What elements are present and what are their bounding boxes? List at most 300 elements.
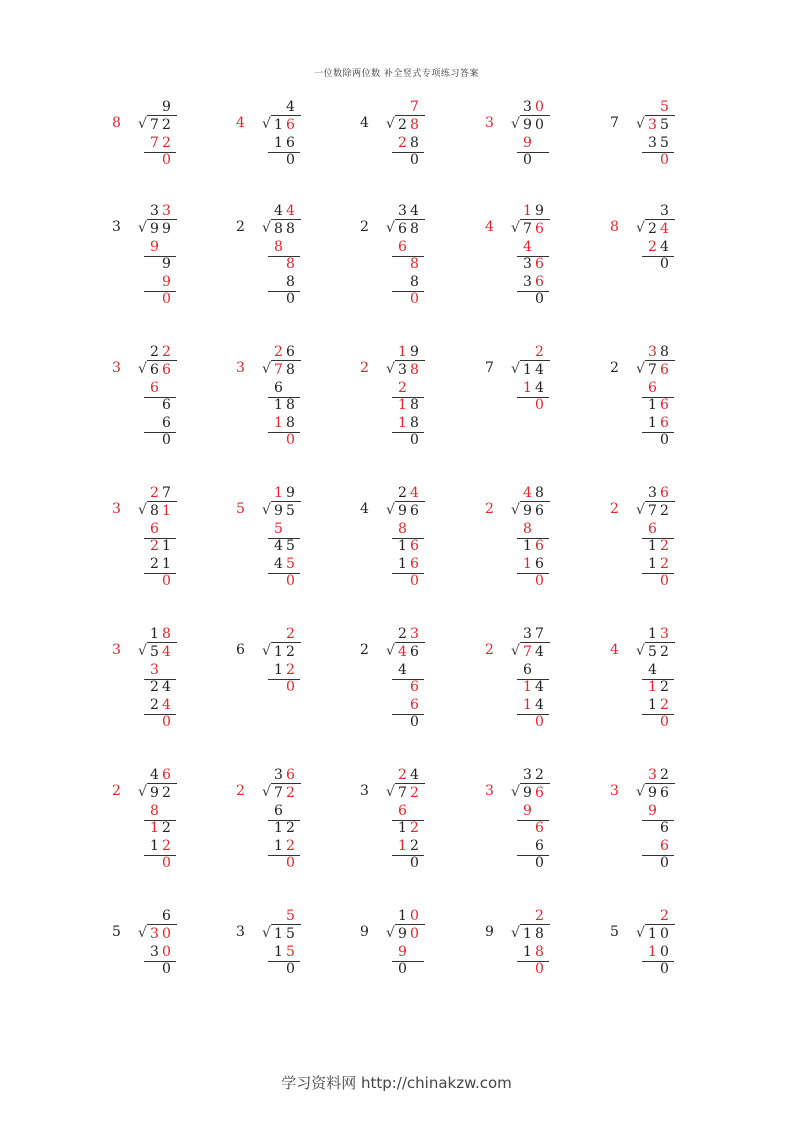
filled-digit: 0: [660, 714, 670, 730]
filled-digit: 8: [523, 520, 533, 537]
divisor: 3: [112, 501, 121, 517]
given-digit: 4: [274, 555, 284, 572]
division-bar: [645, 783, 675, 784]
given-digit: [535, 135, 540, 151]
given-digit: 2: [150, 555, 160, 572]
filled-digit: 6: [410, 555, 420, 572]
division-bar: [520, 501, 550, 502]
division-problem: [610, 907, 720, 1027]
given-digit: 3: [523, 256, 533, 272]
division-problem: [485, 766, 595, 886]
given-digit: 3: [660, 203, 670, 219]
given-digit: [286, 239, 291, 255]
given-digit: 2: [648, 221, 658, 237]
division-bar: [147, 501, 177, 502]
given-digit: [274, 855, 279, 871]
divisor: 2: [360, 642, 369, 658]
given-digit: 6: [535, 555, 545, 572]
subtraction-line: [517, 152, 549, 153]
given-digit: [535, 239, 540, 255]
division-bar: [271, 360, 301, 361]
given-digit: 0: [286, 152, 296, 168]
division-bracket: √: [386, 361, 395, 377]
division-bracket: √: [636, 784, 645, 800]
given-digit: 6: [286, 134, 296, 151]
filled-digit: 0: [162, 152, 172, 168]
division-bracket: √: [262, 643, 271, 659]
given-digit: [523, 291, 528, 307]
given-digit: 4: [535, 696, 545, 713]
given-digit: 9: [162, 99, 172, 115]
filled-digit: 9: [523, 802, 533, 819]
division-bar: [271, 924, 301, 925]
divisor: 4: [485, 219, 494, 235]
filled-digit: 6: [535, 221, 545, 237]
filled-digit: 2: [398, 134, 408, 151]
division-bracket: √: [511, 116, 520, 132]
filled-digit: 2: [648, 238, 658, 255]
division-bar: [520, 219, 550, 220]
given-digit: 6: [274, 802, 284, 819]
filled-digit: 2: [286, 785, 296, 801]
given-digit: 9: [523, 117, 533, 133]
given-digit: 0: [523, 152, 533, 168]
given-digit: 8: [150, 503, 160, 519]
division-problem: [236, 766, 346, 886]
given-digit: 5: [660, 134, 670, 151]
filled-digit: 5: [286, 908, 296, 924]
given-digit: 1: [274, 820, 284, 836]
given-digit: [398, 714, 403, 730]
filled-digit: 3: [648, 117, 658, 133]
division-bar: [520, 115, 550, 116]
filled-digit: 2: [286, 626, 296, 642]
filled-digit: 2: [410, 820, 420, 836]
given-digit: 9: [286, 485, 296, 501]
filled-digit: 0: [162, 573, 172, 589]
division-bracket: √: [262, 502, 271, 518]
filled-digit: 2: [660, 555, 670, 572]
given-digit: 1: [274, 943, 284, 960]
divisor: 3: [360, 783, 369, 799]
divisor: 8: [610, 219, 619, 235]
given-digit: 3: [398, 203, 408, 219]
given-digit: 1: [274, 397, 284, 413]
given-digit: 2: [286, 644, 296, 660]
given-digit: 1: [648, 926, 658, 942]
given-digit: 1: [162, 555, 172, 572]
given-digit: [648, 256, 653, 272]
given-digit: [648, 855, 653, 871]
division-bar: [395, 642, 425, 643]
filled-digit: 6: [410, 538, 420, 554]
division-bar: [147, 219, 177, 220]
filled-digit: 1: [648, 679, 658, 695]
division-bar: [645, 219, 675, 220]
given-digit: 8: [660, 344, 670, 360]
given-digit: 1: [648, 414, 658, 431]
division-problem: [112, 625, 222, 745]
division-problem: [485, 202, 595, 322]
given-digit: [398, 697, 403, 713]
filled-digit: 0: [410, 926, 420, 942]
given-digit: 9: [162, 256, 172, 272]
given-digit: 2: [398, 626, 408, 642]
given-digit: 8: [286, 273, 296, 290]
division-bracket: √: [262, 925, 271, 941]
given-digit: 1: [398, 908, 408, 924]
filled-digit: 2: [286, 661, 296, 678]
filled-digit: 2: [162, 134, 172, 151]
given-digit: [648, 152, 653, 168]
given-digit: [162, 239, 167, 255]
filled-digit: 6: [410, 696, 420, 713]
filled-digit: 9: [150, 238, 160, 255]
filled-digit: 2: [162, 837, 172, 854]
given-digit: 1: [274, 134, 284, 151]
division-problem: [610, 202, 720, 322]
division-problem: [112, 343, 222, 463]
given-digit: [535, 521, 540, 537]
filled-digit: 8: [410, 117, 420, 133]
given-digit: 8: [286, 397, 296, 413]
division-problem: [236, 907, 346, 1027]
filled-digit: 1: [523, 696, 533, 713]
given-digit: 0: [286, 961, 296, 977]
division-bracket: √: [636, 502, 645, 518]
given-digit: [286, 803, 291, 819]
given-digit: 4: [286, 99, 296, 115]
given-digit: [274, 961, 279, 977]
filled-digit: 2: [660, 538, 670, 554]
given-digit: 1: [523, 362, 533, 378]
given-digit: [150, 291, 155, 307]
filled-digit: 2: [150, 485, 160, 501]
filled-digit: 1: [162, 503, 172, 519]
filled-digit: 6: [535, 538, 545, 554]
given-digit: 1: [648, 626, 658, 642]
division-problem: [112, 98, 222, 218]
given-digit: 4: [660, 238, 670, 255]
given-digit: [274, 679, 279, 695]
given-digit: [535, 152, 540, 168]
given-digit: 8: [535, 485, 545, 501]
filled-digit: 1: [274, 414, 284, 431]
filled-digit: 0: [535, 397, 545, 413]
filled-digit: 0: [535, 573, 545, 589]
filled-digit: 1: [648, 943, 658, 960]
division-bar: [271, 219, 301, 220]
filled-digit: 1: [398, 344, 408, 360]
given-digit: [150, 415, 155, 431]
filled-digit: 2: [660, 696, 670, 713]
given-digit: 6: [162, 908, 172, 924]
footer-watermark: 学习资料网 http://chinakzw.com: [281, 1074, 512, 1092]
divisor: 2: [236, 783, 245, 799]
given-digit: 1: [274, 661, 284, 678]
filled-digit: 8: [535, 943, 545, 960]
divisor: 3: [236, 924, 245, 940]
divisor: 9: [485, 924, 494, 940]
division-problem: [485, 907, 595, 1027]
divisor: 5: [236, 501, 245, 517]
given-digit: [150, 152, 155, 168]
given-digit: [410, 803, 415, 819]
filled-digit: 0: [535, 714, 545, 730]
given-digit: [410, 944, 415, 960]
filled-digit: 4: [162, 644, 172, 660]
division-problem: [485, 484, 595, 604]
division-bracket: √: [511, 220, 520, 236]
given-digit: [150, 961, 155, 977]
given-digit: 2: [398, 117, 408, 133]
division-problem: [610, 625, 720, 745]
filled-digit: 1: [523, 379, 533, 396]
divisor: 2: [360, 219, 369, 235]
given-digit: 0: [660, 943, 670, 960]
given-digit: [660, 803, 665, 819]
division-bracket: √: [511, 925, 520, 941]
given-digit: 6: [535, 503, 545, 519]
given-digit: [162, 380, 167, 396]
division-bracket: √: [138, 502, 147, 518]
divisor: 2: [485, 642, 494, 658]
division-bracket: √: [262, 220, 271, 236]
given-digit: 6: [535, 837, 545, 854]
given-digit: 1: [150, 837, 160, 854]
filled-digit: 8: [398, 520, 408, 537]
given-digit: 3: [523, 626, 533, 642]
filled-digit: 8: [410, 256, 420, 272]
division-bar: [271, 115, 301, 116]
given-digit: 4: [535, 644, 545, 660]
filled-digit: 2: [535, 344, 545, 360]
given-digit: 2: [162, 785, 172, 801]
given-digit: 9: [410, 344, 420, 360]
filled-digit: 3: [150, 661, 160, 678]
division-problem: [610, 98, 720, 218]
filled-digit: 6: [162, 362, 172, 378]
filled-digit: 3: [648, 344, 658, 360]
division-problem: [236, 202, 346, 322]
given-digit: 3: [274, 767, 284, 783]
division-bracket: √: [386, 925, 395, 941]
filled-digit: 6: [150, 520, 160, 537]
given-digit: [648, 432, 653, 448]
given-digit: 6: [150, 362, 160, 378]
divisor: 2: [485, 501, 494, 517]
given-digit: [398, 855, 403, 871]
division-bracket: √: [138, 116, 147, 132]
given-digit: [648, 961, 653, 977]
division-bracket: √: [636, 220, 645, 236]
filled-digit: 9: [162, 273, 172, 290]
given-digit: 8: [274, 221, 284, 237]
division-bracket: √: [262, 361, 271, 377]
given-digit: 9: [150, 221, 160, 237]
filled-digit: 2: [660, 908, 670, 924]
given-digit: [274, 274, 279, 290]
given-digit: 4: [162, 679, 172, 695]
division-bracket: √: [138, 784, 147, 800]
division-bar: [147, 115, 177, 116]
given-digit: 1: [274, 926, 284, 942]
filled-digit: 6: [648, 520, 658, 537]
given-digit: 1: [274, 644, 284, 660]
given-digit: 4: [274, 538, 284, 554]
divisor: 5: [610, 924, 619, 940]
given-digit: 5: [286, 926, 296, 942]
given-digit: [410, 662, 415, 678]
given-digit: 6: [523, 661, 533, 678]
filled-digit: 2: [398, 379, 408, 396]
divisor: 3: [112, 642, 121, 658]
filled-digit: 1: [523, 679, 533, 695]
filled-digit: 4: [660, 221, 670, 237]
given-digit: 6: [286, 344, 296, 360]
filled-digit: 2: [162, 344, 172, 360]
division-problem: [360, 484, 470, 604]
given-digit: [523, 573, 528, 589]
division-problem: [360, 202, 470, 322]
given-digit: [150, 274, 155, 290]
filled-digit: 7: [523, 644, 533, 660]
division-problem: [360, 98, 470, 218]
given-digit: [535, 803, 540, 819]
division-bar: [395, 219, 425, 220]
given-digit: 8: [410, 414, 420, 431]
given-digit: 0: [286, 291, 296, 307]
division-bar: [645, 924, 675, 925]
given-digit: 5: [150, 644, 160, 660]
division-bracket: √: [636, 925, 645, 941]
filled-digit: 5: [286, 555, 296, 572]
filled-digit: 0: [286, 679, 296, 695]
given-digit: 9: [274, 503, 284, 519]
filled-digit: 1: [150, 820, 160, 836]
given-digit: 3: [648, 485, 658, 501]
filled-digit: 6: [535, 256, 545, 272]
filled-digit: 0: [410, 573, 420, 589]
given-digit: 2: [660, 679, 670, 695]
filled-digit: 2: [535, 908, 545, 924]
division-problem: [610, 484, 720, 604]
division-bar: [395, 924, 425, 925]
division-bracket: √: [386, 784, 395, 800]
given-digit: 1: [398, 820, 408, 836]
division-bar: [645, 115, 675, 116]
division-bracket: √: [636, 361, 645, 377]
given-digit: 7: [535, 626, 545, 642]
filled-digit: 1: [523, 555, 533, 572]
division-problem: [112, 202, 222, 322]
filled-digit: 6: [648, 379, 658, 396]
filled-digit: 7: [150, 134, 160, 151]
given-digit: [410, 961, 415, 977]
filled-digit: 4: [286, 203, 296, 219]
given-digit: 1: [648, 397, 658, 413]
division-bracket: √: [138, 220, 147, 236]
given-digit: 7: [162, 485, 172, 501]
division-bar: [395, 501, 425, 502]
given-digit: 8: [535, 926, 545, 942]
given-digit: 0: [162, 961, 172, 977]
filled-digit: 4: [398, 644, 408, 660]
subtraction-line: [392, 961, 424, 962]
given-digit: 2: [660, 767, 670, 783]
filled-digit: 0: [535, 99, 545, 115]
given-digit: 0: [162, 432, 172, 448]
given-digit: 4: [535, 679, 545, 695]
division-bracket: √: [636, 643, 645, 659]
filled-digit: 0: [410, 908, 420, 924]
division-problem: [236, 625, 346, 745]
given-digit: [660, 521, 665, 537]
filled-digit: 4: [523, 238, 533, 255]
filled-digit: 0: [286, 573, 296, 589]
given-digit: 7: [648, 362, 658, 378]
given-digit: 1: [523, 943, 533, 960]
given-digit: 8: [410, 134, 420, 151]
division-bar: [520, 783, 550, 784]
given-digit: 1: [523, 538, 533, 554]
given-digit: 9: [535, 203, 545, 219]
given-digit: 5: [648, 644, 658, 660]
division-problem: [236, 98, 346, 218]
given-digit: 6: [410, 644, 420, 660]
filled-digit: 0: [660, 573, 670, 589]
division-problem: [236, 343, 346, 463]
given-digit: [523, 855, 528, 871]
given-digit: [410, 380, 415, 396]
given-digit: [648, 714, 653, 730]
given-digit: [410, 521, 415, 537]
division-problem: [236, 484, 346, 604]
given-digit: [150, 432, 155, 448]
given-digit: 9: [398, 926, 408, 942]
given-digit: [398, 152, 403, 168]
filled-digit: 0: [162, 291, 172, 307]
division-problem: [610, 766, 720, 886]
divisor: 7: [610, 115, 619, 131]
filled-digit: 0: [162, 943, 172, 960]
given-digit: 9: [523, 503, 533, 519]
given-digit: 0: [660, 256, 670, 272]
given-digit: 2: [162, 820, 172, 836]
given-digit: 1: [648, 555, 658, 572]
division-bar: [645, 360, 675, 361]
given-digit: [398, 432, 403, 448]
filled-digit: 1: [398, 837, 408, 854]
divisor: 4: [610, 642, 619, 658]
given-digit: 0: [398, 961, 408, 977]
given-digit: 4: [410, 203, 420, 219]
given-digit: 8: [286, 362, 296, 378]
given-digit: [150, 573, 155, 589]
filled-digit: 3: [660, 626, 670, 642]
division-bracket: √: [138, 361, 147, 377]
filled-digit: 2: [286, 837, 296, 854]
given-digit: 4: [398, 661, 408, 678]
given-digit: 0: [410, 152, 420, 168]
given-digit: 8: [410, 273, 420, 290]
divisor: 8: [112, 115, 121, 131]
filled-digit: 6: [660, 414, 670, 431]
division-bar: [395, 783, 425, 784]
given-digit: 7: [523, 221, 533, 237]
filled-digit: 3: [648, 767, 658, 783]
given-digit: 1: [274, 117, 284, 133]
